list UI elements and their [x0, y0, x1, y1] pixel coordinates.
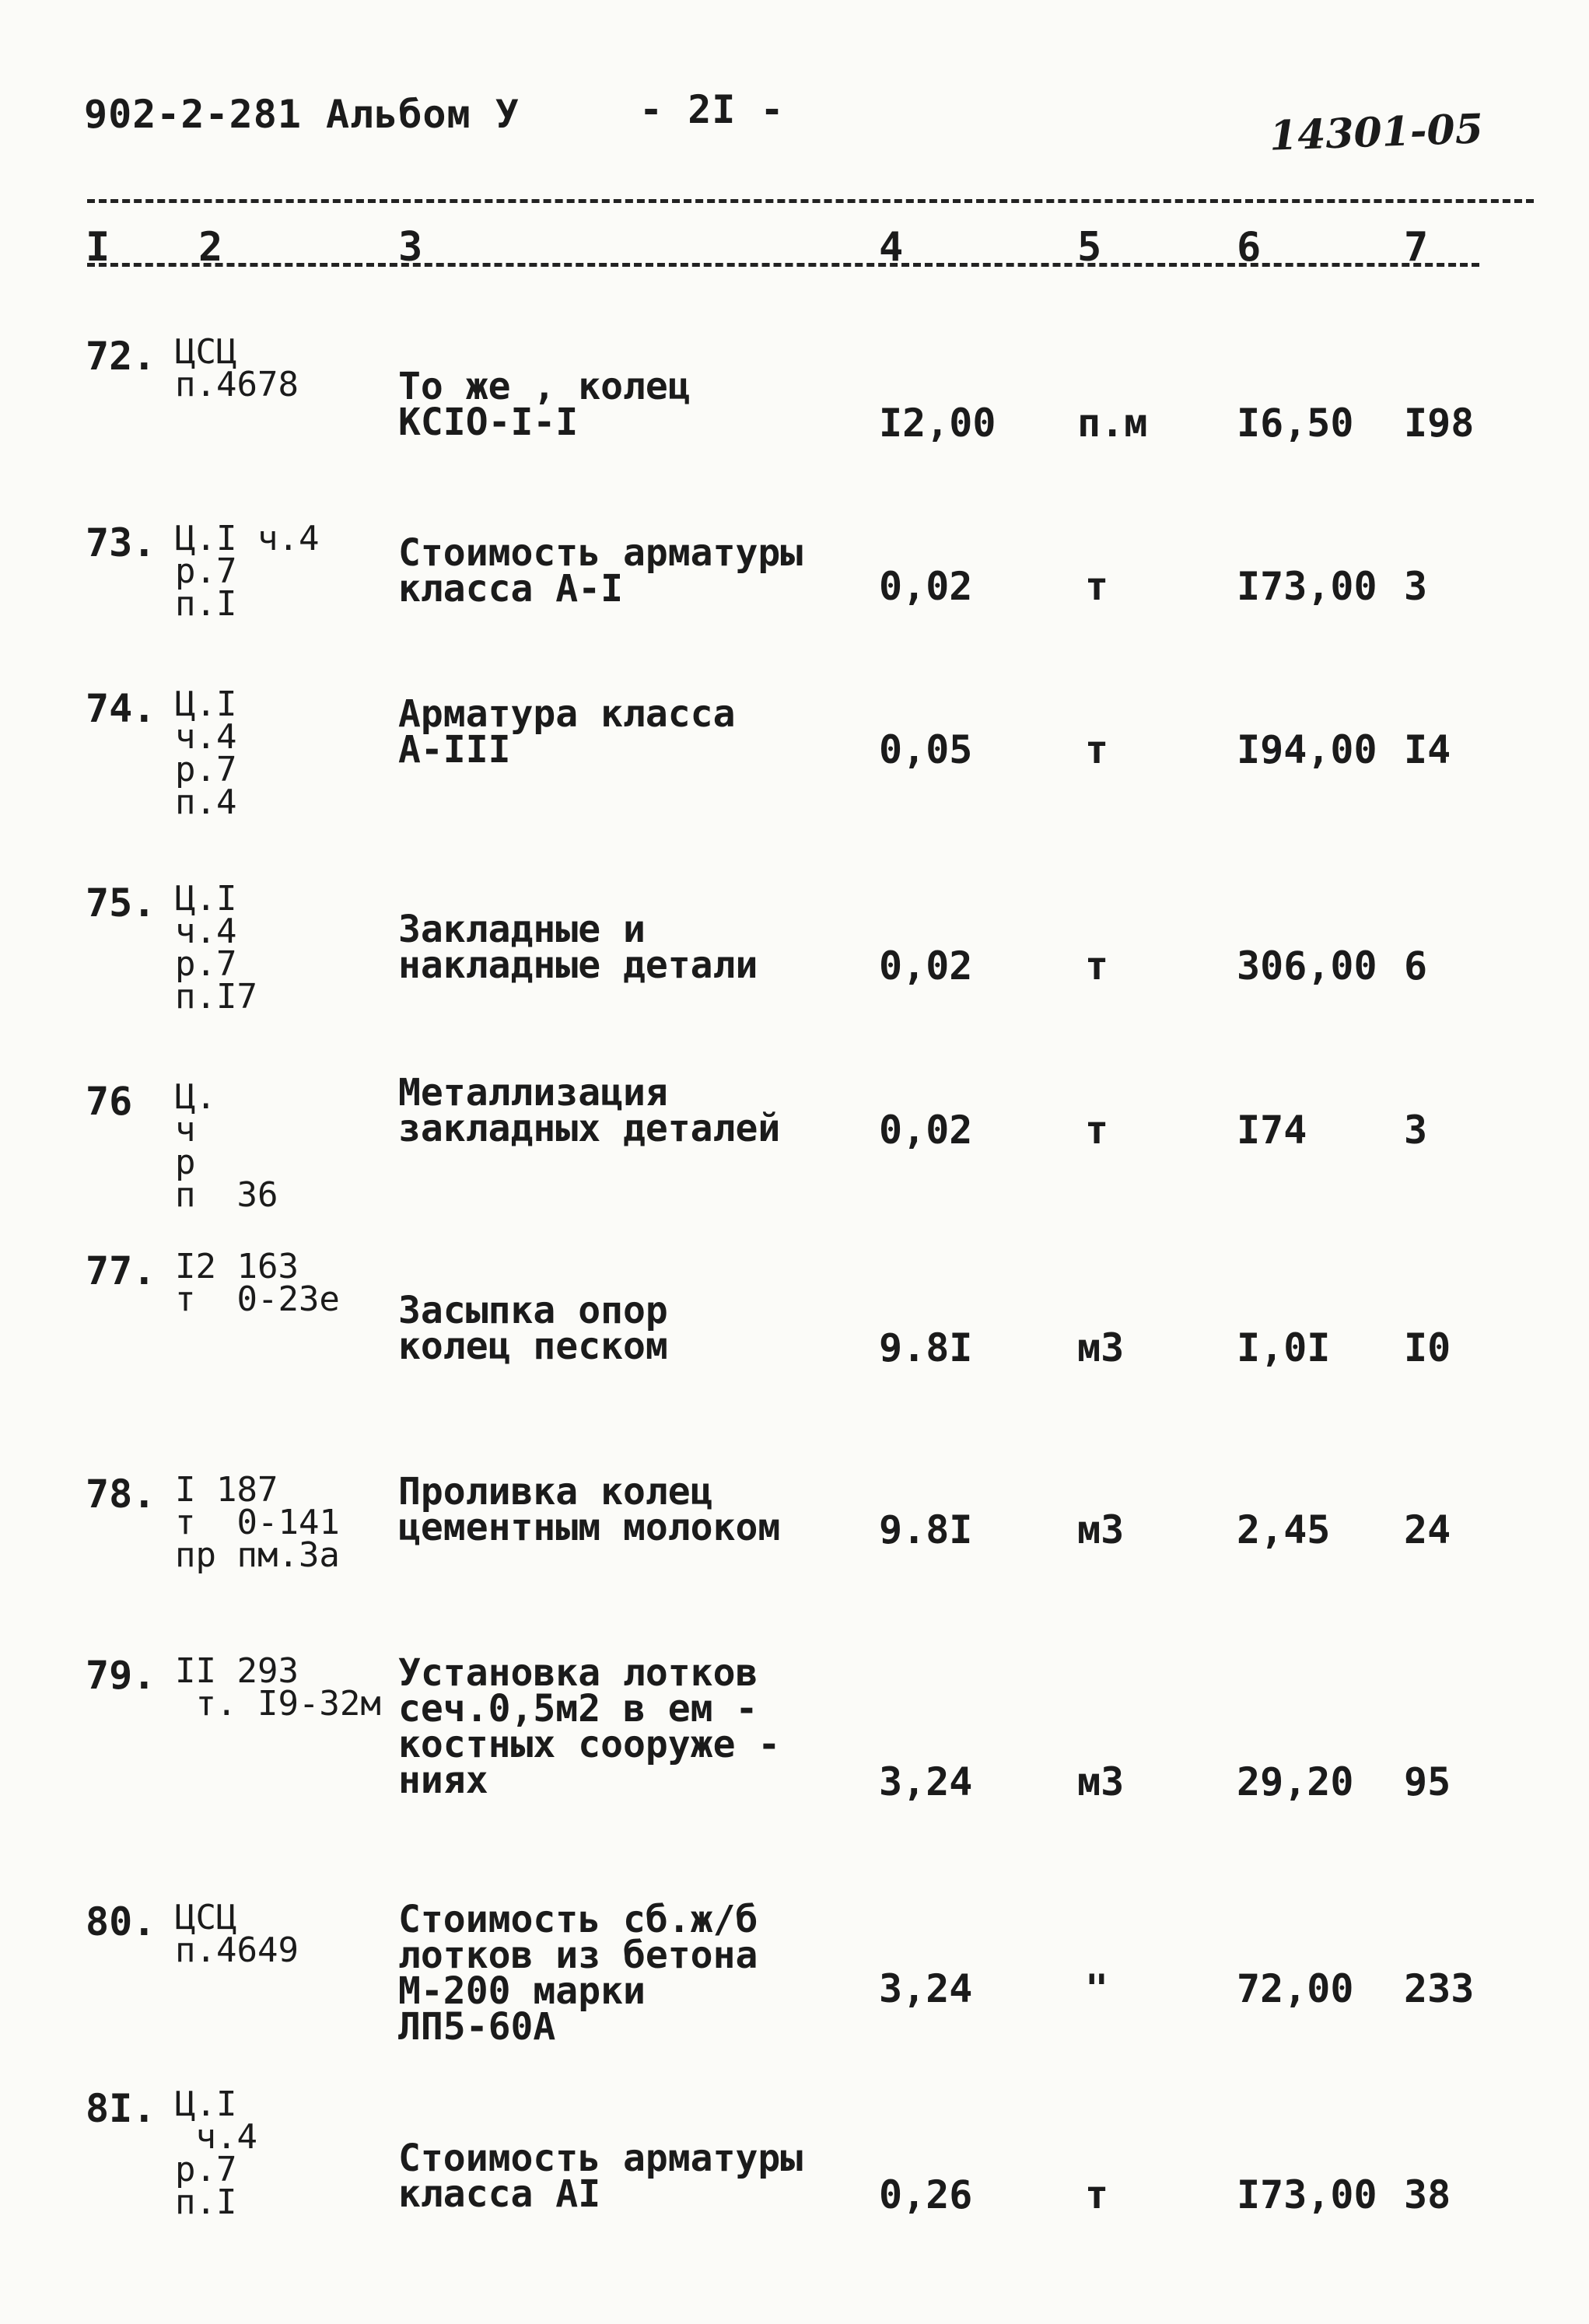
row-unit-price: 29,20	[1237, 1759, 1354, 1804]
row-unit: т	[1085, 727, 1109, 772]
row-description: Проливка колец цементным молоком	[398, 1470, 781, 1549]
row-number: 79.	[86, 1653, 156, 1698]
row-description: Стоимость арматуры класса А-I	[398, 531, 803, 611]
row-number: 73.	[86, 520, 156, 565]
row-quantity: 0,02	[879, 564, 973, 609]
column-header-3: 3	[398, 224, 423, 271]
row-description: Установка лотков сеч.0,5м2 в ем - костных сооруже - ниях	[398, 1651, 781, 1802]
row-total: I0	[1404, 1325, 1451, 1370]
row-total: 6	[1404, 943, 1428, 989]
row-quantity: 0,02	[879, 1108, 973, 1153]
row-quantity: 9.8I	[879, 1325, 973, 1370]
header-dashed-rule	[87, 199, 1534, 203]
row-reference: Ц.I ч.4 р.7 п.I	[175, 519, 320, 624]
page-number: - 2I -	[639, 87, 785, 132]
column-header-7: 7	[1404, 224, 1429, 271]
row-unit-price: I6,50	[1237, 401, 1354, 446]
document-code: 902-2-281 Альбом У	[84, 92, 520, 137]
row-reference: ЦСЦ п.4678	[175, 332, 299, 404]
row-unit: т	[1085, 943, 1109, 989]
row-reference: I2 163 т 0-23е	[175, 1247, 340, 1319]
row-total: I98	[1404, 401, 1475, 446]
row-unit: т	[1085, 2172, 1109, 2217]
row-description: Стоимость арматуры класса АI	[398, 2137, 803, 2216]
row-unit: "	[1085, 1966, 1109, 2011]
row-quantity: 3,24	[879, 1966, 973, 2011]
row-unit: т	[1085, 564, 1109, 609]
row-unit: т	[1085, 1108, 1109, 1153]
row-unit-price: I74	[1237, 1108, 1307, 1153]
row-unit-price: 2,45	[1237, 1507, 1331, 1552]
column-header-2: 2	[198, 224, 223, 271]
row-description: То же , колец КСIO-I-I	[398, 365, 691, 444]
row-quantity: 9.8I	[879, 1507, 973, 1552]
column-header-6: 6	[1237, 224, 1262, 271]
row-unit: м3	[1077, 1507, 1125, 1552]
row-number: 80.	[86, 1899, 156, 1944]
row-description: Стоимость сб.ж/б лотков из бетона М-200 марки ЛП5-60А	[398, 1898, 758, 2049]
row-description: Арматура класса А-III	[398, 692, 736, 772]
row-number: 72.	[86, 334, 156, 379]
row-reference: II 293 т. I9-32м	[175, 1651, 381, 1724]
row-description: Засыпка опор колец песком	[398, 1289, 668, 1368]
column-header-5: 5	[1077, 224, 1102, 271]
row-reference: Ц.I ч.4 р.7 п.4	[175, 684, 237, 822]
row-description: Металлизация закладных деталей	[398, 1071, 781, 1150]
row-total: 24	[1404, 1507, 1451, 1552]
row-reference: ЦСЦ п.4649	[175, 1898, 299, 1970]
row-unit: м3	[1077, 1759, 1125, 1804]
row-total: 38	[1404, 2172, 1451, 2217]
row-total: I4	[1404, 727, 1451, 772]
row-reference: I 187 т 0-141 пр пм.3а	[175, 1470, 340, 1575]
row-total: 95	[1404, 1759, 1451, 1804]
row-quantity: 0,26	[879, 2172, 973, 2217]
row-number: 77.	[86, 1248, 156, 1293]
row-unit-price: I,0I	[1237, 1325, 1331, 1370]
row-number: 8I.	[86, 2086, 156, 2131]
row-number: 74.	[86, 686, 156, 731]
row-total: 233	[1404, 1966, 1475, 2011]
row-reference: Ц. ч р п 36	[175, 1077, 278, 1215]
row-total: 3	[1404, 1108, 1428, 1153]
row-unit-price: 306,00	[1237, 943, 1377, 989]
row-number: 76	[86, 1079, 133, 1124]
row-quantity: I2,00	[879, 401, 996, 446]
row-number: 78.	[86, 1472, 156, 1517]
row-unit-price: I94,00	[1237, 727, 1377, 772]
column-header-dashed-rule	[87, 263, 1479, 267]
row-reference: Ц.I ч.4 р.7 п.I	[175, 2084, 257, 2222]
row-quantity: 3,24	[879, 1759, 973, 1804]
row-unit-price: 72,00	[1237, 1966, 1354, 2011]
column-header-1: I	[86, 224, 110, 271]
column-header-4: 4	[879, 224, 904, 271]
row-unit-price: I73,00	[1237, 564, 1377, 609]
row-quantity: 0,02	[879, 943, 973, 989]
archive-stamp-number: 14301-05	[1269, 105, 1484, 160]
row-quantity: 0,05	[879, 727, 973, 772]
row-description: Закладные и накладные детали	[398, 908, 758, 987]
row-reference: Ц.I ч.4 р.7 п.I7	[175, 879, 257, 1017]
row-total: 3	[1404, 564, 1428, 609]
row-unit: м3	[1077, 1325, 1125, 1370]
row-number: 75.	[86, 880, 156, 926]
row-unit: п.м	[1077, 401, 1148, 446]
row-unit-price: I73,00	[1237, 2172, 1377, 2217]
